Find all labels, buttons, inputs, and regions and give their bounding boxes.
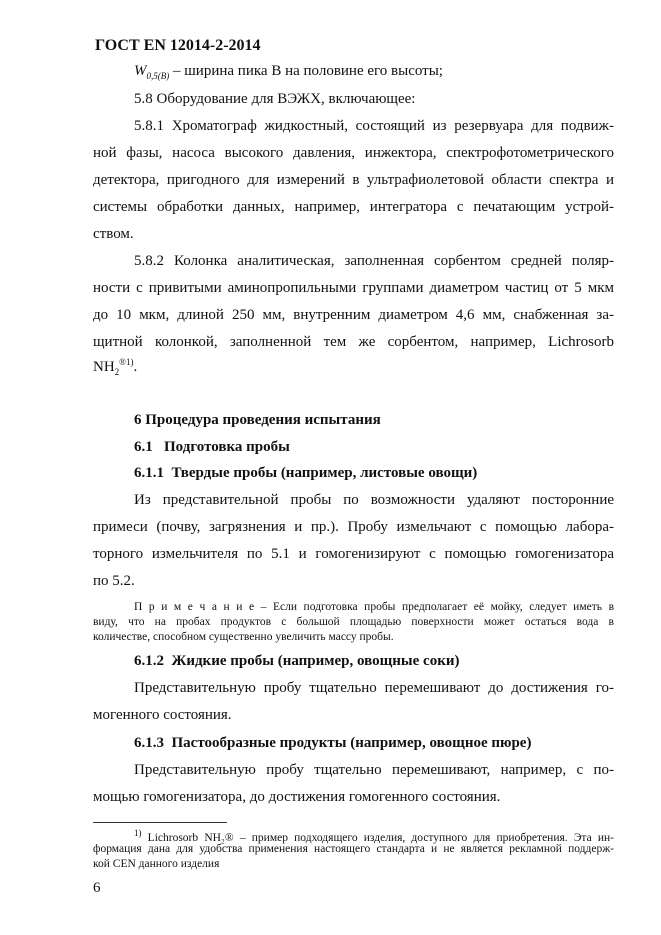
w05-definition	[134, 63, 443, 81]
nh2-subscript: 2	[114, 367, 120, 377]
para-6-1-2-line-1: Представительную пробу тщательно перемешивают до достижения го-	[134, 680, 614, 696]
w-definition-text: – ширина пика B на половине его высоты;	[169, 63, 443, 79]
document-header: ГОСТ EN 12014-2-2014	[95, 37, 261, 54]
para-6-1-1-line-3: торного измельчителя по 5.1 и гомогенизируют с помощью гомогенизатора	[93, 546, 614, 562]
para-5-8-1-line-4: системы обработки данных, например, интегратора с печатающим устрой-	[93, 199, 614, 215]
para-6-1-2-line-2: могенного состояния.	[93, 707, 232, 723]
footnote-mark: 1)	[134, 828, 142, 838]
footnote-line-1	[134, 828, 614, 844]
para-6-1-1-line-1: Из представительной пробы по возможности удаляют посторонние	[134, 492, 614, 508]
para-5-8-1-line-2: ной фазы, насоса высокого давления, инжектора, спектрофотометрического	[93, 145, 614, 161]
section-5-8: 5.8 Оборудование для ВЭЖХ, включающее:	[134, 91, 416, 107]
section-6-1-3-heading: 6.1.3 Пастообразные продукты (например, овощное пюре)	[134, 735, 532, 751]
para-6-1-3-line-2: мощью гомогенизатора, до достижения гомогенного состояния.	[93, 789, 501, 805]
para-5-8-1-line-1: 5.8.1 Хроматограф жидкостный, состоящий из резервуара для подвиж-	[134, 118, 614, 134]
period: .	[133, 359, 138, 375]
note-line-2: виду, что на пробах продуктов с большой площадью поверхности может остаться вода в	[93, 616, 614, 628]
para-6-1-1-line-4: по 5.2.	[93, 573, 135, 589]
para-5-8-2-line-1: 5.8.2 Колонка аналитическая, заполненная сорбентом средней поляр-	[134, 253, 614, 269]
footnote-line-2: формация дана для удобства применения настоящего стандарта и не является рекламной поддерж-	[93, 843, 614, 855]
w-symbol: W	[134, 63, 147, 79]
para-5-8-1-line-3: детектора, пригодного для измерений в ультрафиолетовой области спектра и	[93, 172, 614, 188]
section-6-1-heading: 6.1 Подготовка пробы	[134, 439, 290, 455]
footnote-line-3: кой CEN данного изделия	[93, 858, 220, 870]
para-5-8-1-line-5: ством.	[93, 226, 134, 242]
w-subscript: 0,5(B)	[146, 71, 170, 81]
nh2-text: NH	[93, 359, 115, 375]
section-6-heading: 6 Процедура проведения испытания	[134, 412, 381, 428]
section-6-1-1-heading: 6.1.1 Твердые пробы (например, листовые овощи)	[134, 465, 478, 481]
para-6-1-1-line-2: примеси (почву, загрязнения и пр.). Пробу измельчают с помощью лабора-	[93, 519, 614, 535]
footnote-text-1: Lichrosorb NH₂® – пример подходящего изделия, доступного для приобретения. Эта ин-	[141, 831, 614, 844]
note-line-3: количестве, способном существенно увеличить массу пробы.	[93, 631, 394, 643]
para-6-1-3-line-1: Представительную пробу тщательно перемешивают, например, с по-	[134, 762, 614, 778]
page-number: 6	[93, 880, 101, 896]
para-5-8-2-line-3: до 10 мкм, длиной 250 мм, внутренним диаметром 4,6 мм, снабженная за-	[93, 307, 614, 323]
footnote-separator	[93, 822, 227, 823]
section-6-1-2-heading: 6.1.2 Жидкие пробы (например, овощные соки)	[134, 653, 460, 669]
footnote-ref: ®1)	[119, 357, 134, 367]
para-5-8-2-line-4: щитной колонкой, заполненной тем же сорбентом, например, Lichrosorb	[93, 334, 614, 350]
para-5-8-2-line-2: ности с привитыми аминопропильными группами диаметром частиц от 5 мкм	[93, 280, 614, 296]
para-5-8-2-line-5	[93, 357, 137, 377]
note-line-1: П р и м е ч а н и е – Если подготовка пробы предполагает её мойку, следует иметь в	[134, 601, 614, 613]
